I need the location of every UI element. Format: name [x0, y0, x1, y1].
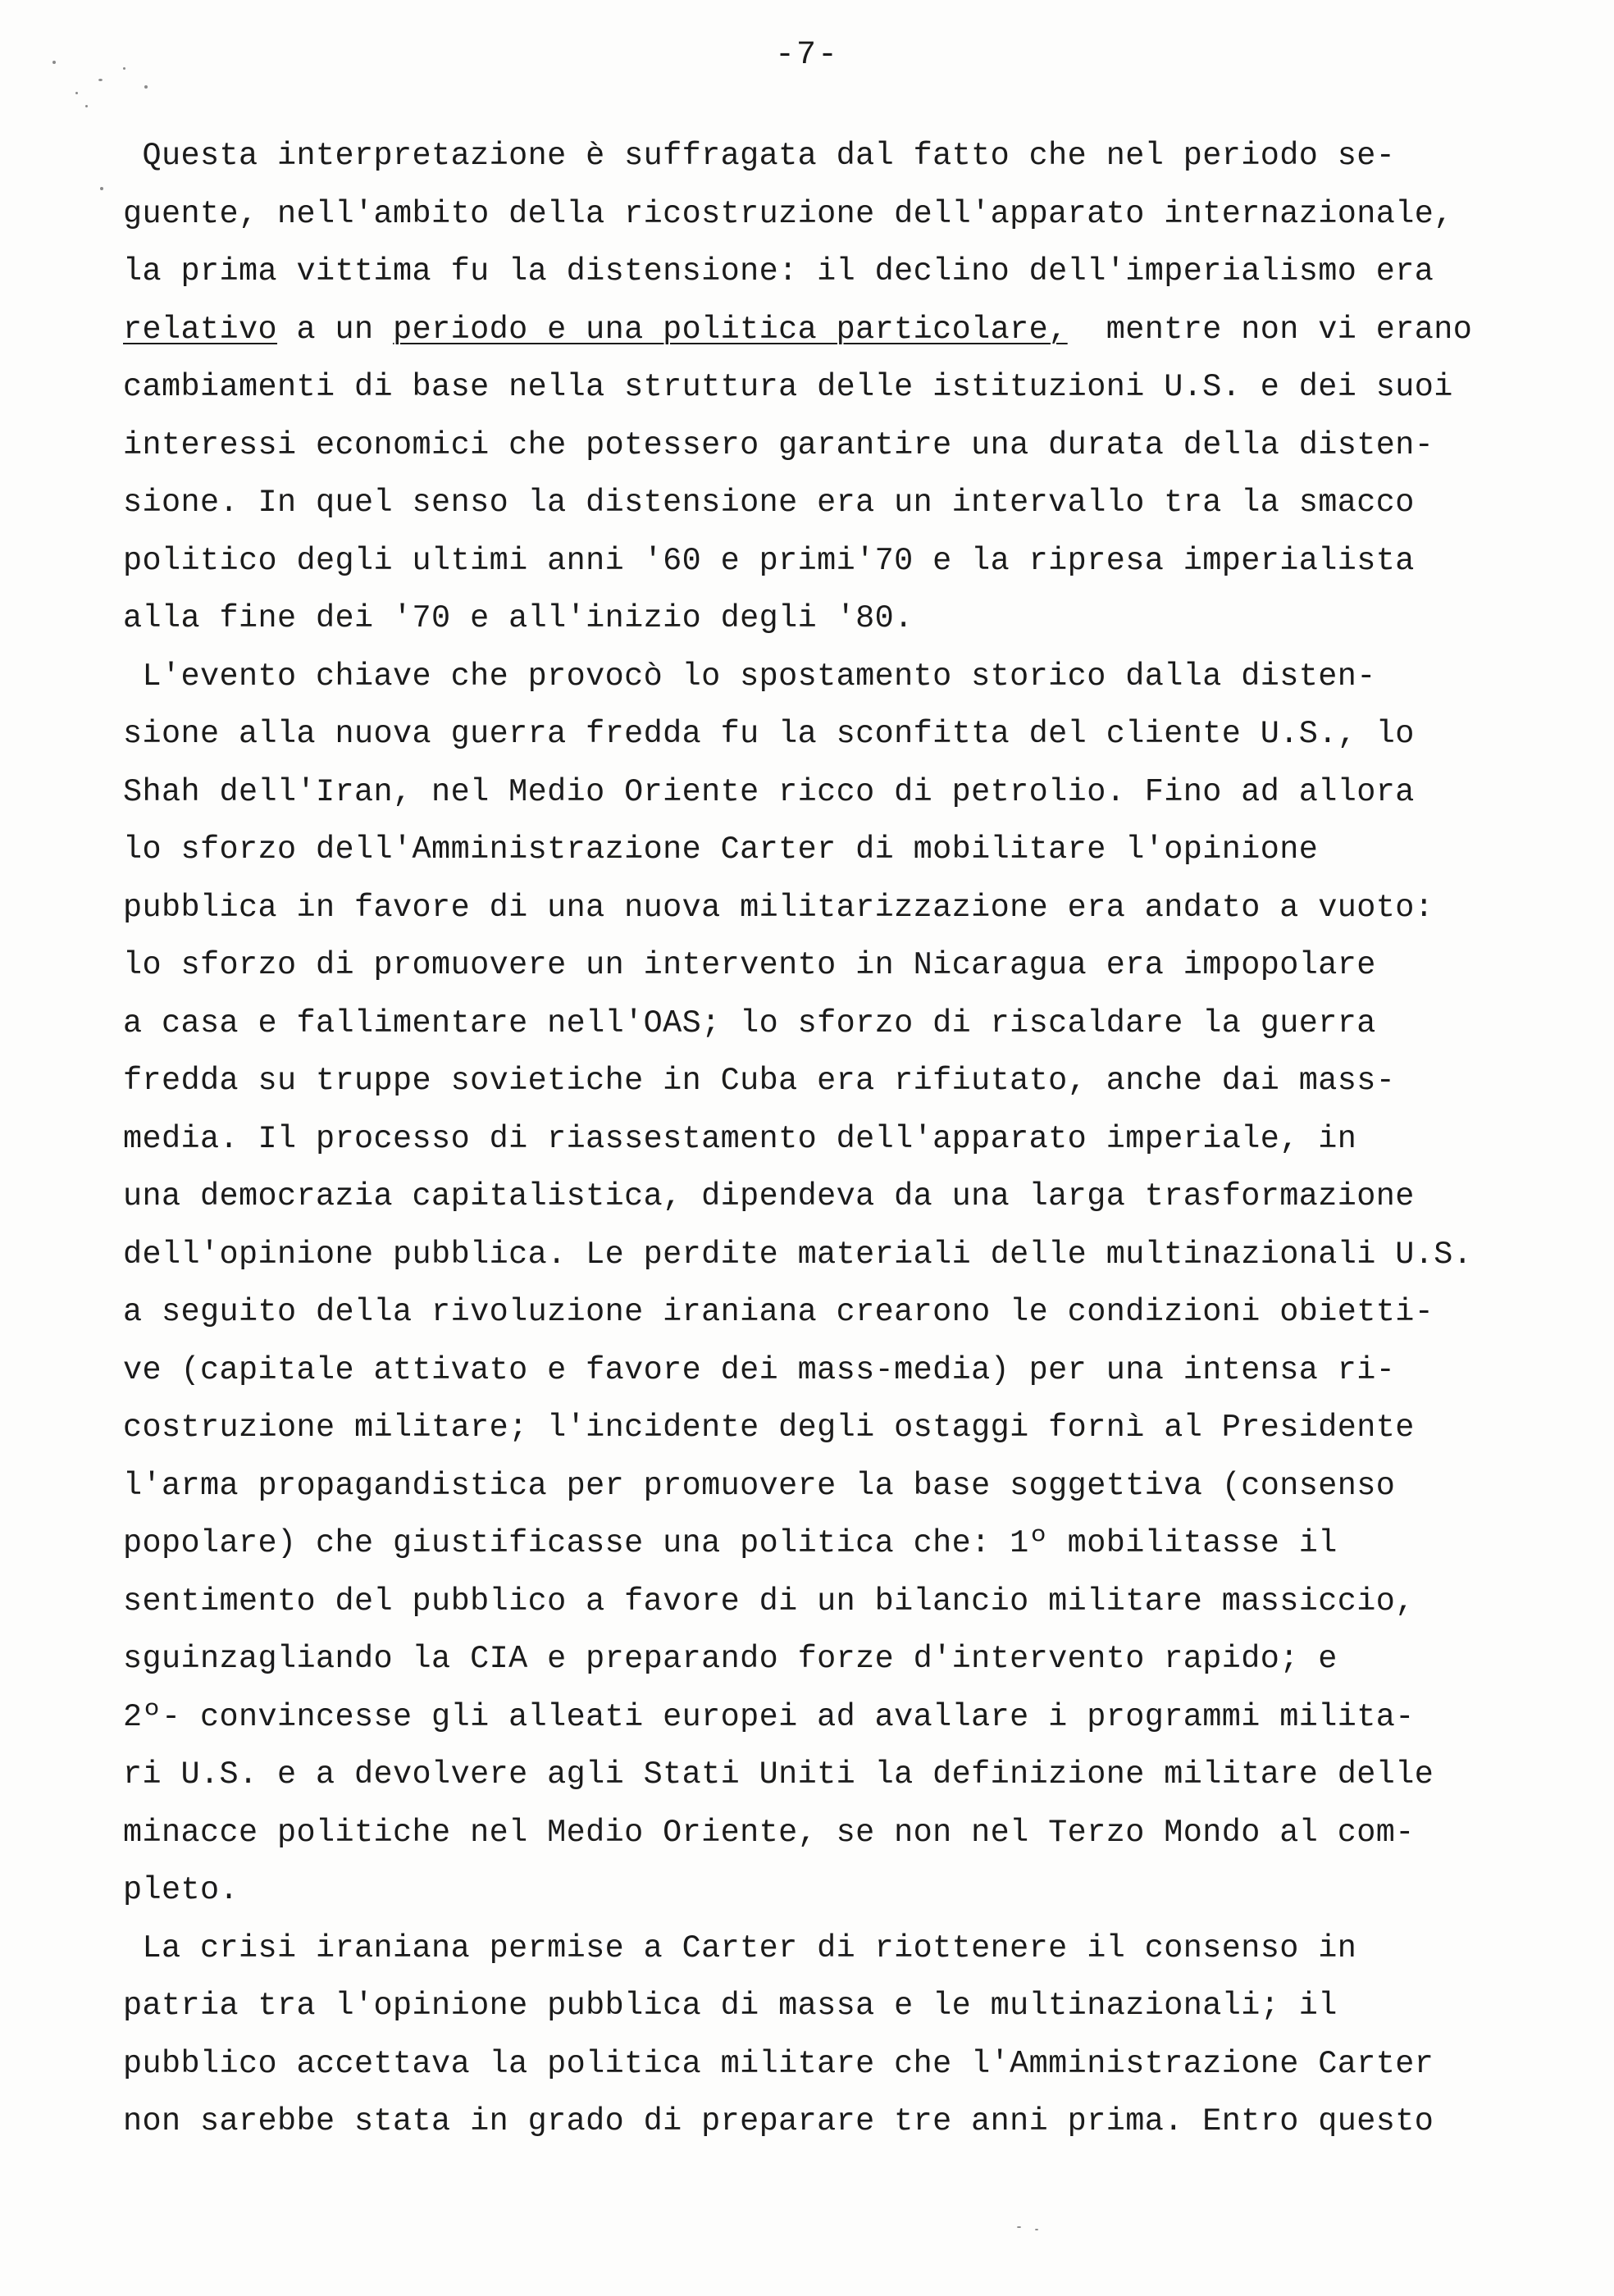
text-segment: patria tra l'opinione pubblica di massa e le multinazionali; il: [123, 1988, 1338, 2024]
text-line: [123, 474, 1566, 532]
text-segment: La crisi iraniana permise a Carter di riottenere il consenso in: [123, 1929, 1357, 1966]
text-line: [123, 1861, 1566, 1920]
text-line: [123, 1399, 1566, 1457]
text-line: [123, 301, 1566, 359]
text-line: [123, 1515, 1566, 1573]
text-line: [123, 821, 1566, 879]
scan-speck: [85, 105, 88, 107]
text-segment: la prima vittima fu la distensione: il declino dell'imperialismo era: [123, 253, 1434, 289]
paragraph: [123, 1920, 1566, 2151]
text-line: [123, 1226, 1566, 1284]
text-line: [123, 1630, 1566, 1688]
text-line: [123, 185, 1566, 244]
body-text: [123, 127, 1566, 2151]
text-line: [123, 358, 1566, 417]
text-line: [123, 1110, 1566, 1168]
scan-speck: [1017, 2226, 1021, 2228]
text-line: [123, 590, 1566, 648]
text-line: [123, 1573, 1566, 1631]
text-line: [123, 1168, 1566, 1226]
text-line: [123, 1342, 1566, 1400]
text-segment: sguinzagliando la CIA e preparando forze d'intervento rapido; e: [123, 1641, 1338, 1677]
text-segment: a un: [277, 311, 394, 348]
text-segment: a seguito della rivoluzione iraniana crearono le condizioni obietti-: [123, 1294, 1434, 1330]
text-line: [123, 705, 1566, 763]
text-segment: lo sforzo dell'Amministrazione Carter di mobilitare l'opinione: [123, 831, 1319, 868]
text-line: [123, 1283, 1566, 1342]
text-segment: mentre non vi erano: [1067, 311, 1473, 348]
text-line: [123, 2093, 1566, 2151]
text-segment: guente, nell'ambito della ricostruzione dell'apparato internazionale,: [123, 195, 1453, 232]
underlined-text: periodo e una politica particolare,: [393, 311, 1068, 348]
text-line: [123, 879, 1566, 937]
scan-speck: [100, 187, 103, 190]
text-segment: non sarebbe stata in grado di preparare tre anni prima. Entro questo: [123, 2103, 1434, 2139]
text-line: [123, 1920, 1566, 1978]
text-segment: Shah dell'Iran, nel Medio Oriente ricco di petrolio. Fino ad allora: [123, 773, 1415, 810]
text-segment: lo sforzo di promuovere un intervento in Nicaragua era impopolare: [123, 947, 1376, 983]
text-segment: politico degli ultimi anni '60 e primi'70 e la ripresa imperialista: [123, 542, 1415, 579]
page-number: -7-: [774, 37, 839, 74]
text-line: [123, 1977, 1566, 2035]
text-line: [123, 1457, 1566, 1515]
text-segment: fredda su truppe sovietiche in Cuba era rifiutato, anche dai mass-: [123, 1063, 1396, 1099]
text-segment: Questa interpretazione è suffragata dal fatto che nel periodo se-: [123, 138, 1396, 174]
text-segment: l'arma propagandistica per promuovere la base soggettiva (consenso: [123, 1467, 1396, 1504]
text-line: [123, 648, 1566, 706]
text-segment: L'evento chiave che provocò lo spostamento storico dalla disten-: [123, 658, 1376, 695]
underlined-text: relativo: [123, 311, 278, 348]
text-line: [123, 1746, 1566, 1804]
text-line: [123, 417, 1566, 475]
text-line: [123, 1688, 1566, 1747]
text-segment: sione alla nuova guerra fredda fu la sconfitta del cliente U.S., lo: [123, 716, 1415, 752]
scan-speck: [75, 92, 78, 94]
text-segment: popolare) che giustificasse una politica che: 1º mobilitasse il: [123, 1525, 1338, 1561]
text-line: [123, 995, 1566, 1053]
text-segment: alla fine dei '70 e all'inizio degli '80.: [123, 600, 914, 636]
text-line: [123, 936, 1566, 995]
text-segment: ve (capitale attivato e favore dei mass-media) per una intensa ri-: [123, 1351, 1396, 1388]
text-segment: costruzione militare; l'incidente degli ostaggi fornì al Presidente: [123, 1410, 1415, 1446]
text-segment: una democrazia capitalistica, dipendeva da una larga trasformazione: [123, 1178, 1415, 1214]
text-segment: pubblica in favore di una nuova militarizzazione era andato a vuoto:: [123, 889, 1434, 926]
text-line: [123, 243, 1566, 301]
text-line: [123, 1804, 1566, 1862]
text-segment: interessi economici che potessero garantire una durata della disten-: [123, 426, 1434, 463]
paragraph: [123, 648, 1566, 1920]
text-segment: 2º- convincesse gli alleati europei ad avallare i programmi milita-: [123, 1698, 1415, 1735]
text-segment: pubblico accettava la politica militare che l'Amministrazione Carter: [123, 2045, 1434, 2082]
text-line: [123, 1052, 1566, 1110]
text-line: [123, 127, 1566, 185]
text-segment: media. Il processo di riassestamento dell'apparato imperiale, in: [123, 1120, 1357, 1157]
text-line: [123, 2035, 1566, 2093]
paragraph: [123, 127, 1566, 648]
scan-speck: [1035, 2229, 1038, 2230]
text-line: [123, 763, 1566, 822]
text-segment: dell'opinione pubblica. Le perdite materiali delle multinazionali U.S.: [123, 1236, 1473, 1273]
scan-speck: [144, 85, 148, 89]
text-segment: ri U.S. e a devolvere agli Stati Uniti la definizione militare delle: [123, 1756, 1434, 1793]
text-segment: sentimento del pubblico a favore di un bilancio militare massiccio,: [123, 1583, 1415, 1620]
text-segment: minacce politiche nel Medio Oriente, se non nel Terzo Mondo al com-: [123, 1814, 1415, 1851]
text-line: [123, 532, 1566, 590]
text-segment: a casa e fallimentare nell'OAS; lo sforzo di riscaldare la guerra: [123, 1004, 1376, 1041]
text-segment: cambiamenti di base nella struttura delle istituzioni U.S. e dei suoi: [123, 369, 1453, 405]
text-segment: pleto.: [123, 1872, 239, 1908]
scan-speck: [98, 79, 103, 81]
text-segment: sione. In quel senso la distensione era un intervallo tra la smacco: [123, 485, 1415, 521]
